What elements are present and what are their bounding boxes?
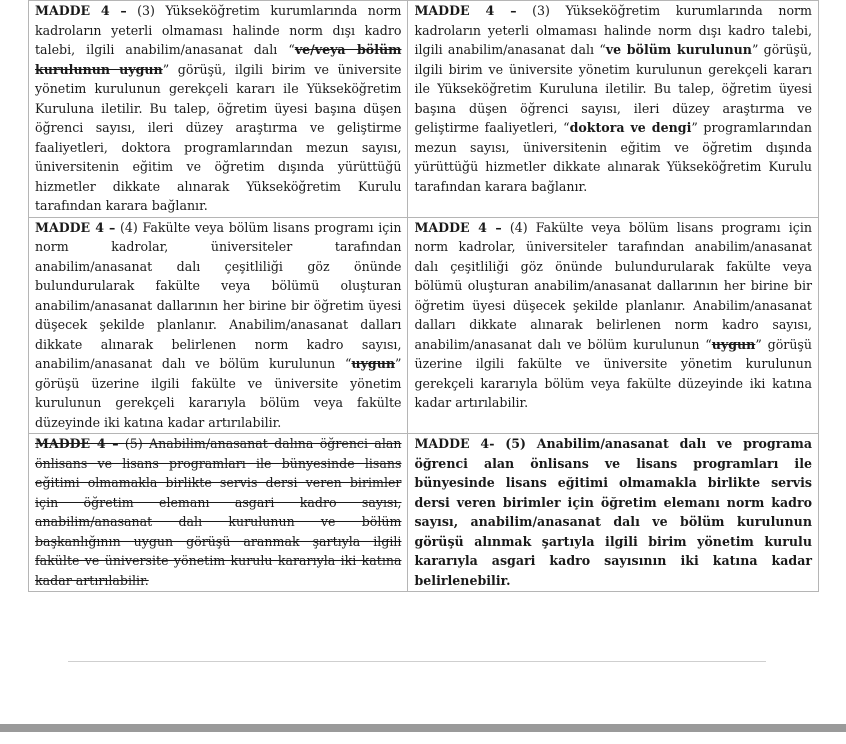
deleted-text: uygun xyxy=(351,356,396,371)
paragraph-text: ” görüşü üzerine ilgili fakülte ve üniversite yönetim kurulunun gerekçeli kararıyla bölüm veya fakülte düzeyinde iki katına kadar artırılabilir. xyxy=(414,336,812,410)
table-row xyxy=(29,1,819,218)
table-row xyxy=(29,434,819,592)
paragraph-text: ” görüşü üzerine ilgili fakülte ve üniversite yönetim kurulunun gerekçeli kararıyla bölüm veya fakülte düzeyinde iki katına kadar artırılabilir. xyxy=(35,356,402,430)
old-text-cell xyxy=(29,217,408,434)
deleted-paragraph: (5) Anabilim/anasanat dalına öğrenci alan önlisans ve lisans programları ile bünyesinde lisans eğitimi olmamakla birlikte servis dersi veren birimler için öğretim elemanı asgari kadro sayısı, anabilim/anasanat dalı kurulunun ve bölüm başkanlığının uygun görüşü aranmak şartıyla ilgili fakülte ve üniversite yönetim kurulu kararıyla iki katına kadar artırılabilir. xyxy=(35,436,402,588)
paragraph-text: (4) Fakülte veya bölüm lisans programı için norm kadrolar, üniversiteler tarafından anabilim/anasanat dalı çeşitliliği göz önünde bulundurularak fakülte veya bölümü oluşturan anabilim/anasanat dallarının her birine bir öğretim üyesi düşecek şekilde planlanır. Anabilim/anasanat dalları dikkate alınarak belirlenen norm kadro sayısı, anabilim/anasanat dalı ve bölüm kurulunun “ xyxy=(35,219,402,371)
paragraph-text: (3) Yükseköğretim kurumlarında norm kadroların yeterli olmaması halinde norm dışı kadro talebi, ilgili anabilim/anasanat dalı “ xyxy=(35,3,402,57)
new-text-cell xyxy=(408,217,819,434)
divider-line xyxy=(68,661,766,662)
article-heading: MADDE 4- xyxy=(414,436,495,451)
paragraph-text: ” görüşü, ilgili birim ve üniversite yönetim kurulunun gerekçeli kararı ile Yükseköğretim Kuruluna iletilir. Bu talep, öğretim üyesi başına düşen öğrenci sayısı, ileri düzey araştırma ve geliştirme faaliyetleri, doktora programlarından mezun sayısı, üniversitenin eğitim ve öğretim dışında yürüttüğü hizmetler dikkate alınarak Yükseköğretim Kurulu tarafından karara bağlanır. xyxy=(35,61,402,213)
paragraph-text: (4) Fakülte veya bölüm lisans programı için norm kadrolar, üniversiteler tarafından anabilim/anasanat dalı çeşitliliği göz önünde bulundurularak fakülte veya bölümü oluşturan anabilim/anasanat dallarının her birine bir öğretim üyesi düşecek şekilde planlanır. Anabilim/anasanat dalları dikkate alınarak belirlenen norm kadro sayısı, anabilim/anasanat dalı ve bölüm kurulunun “ xyxy=(414,219,812,352)
table-row xyxy=(29,217,819,434)
comparison-table xyxy=(28,0,819,592)
deleted-text: ve/veya bölüm kurulunun uygun xyxy=(35,42,402,77)
new-text-cell xyxy=(408,1,819,218)
added-text: doktora ve dengi xyxy=(569,120,692,135)
page-bottom-bar xyxy=(0,724,846,732)
paragraph-text: (3) Yükseköğretim kurumlarında norm kadroların yeterli olmaması halinde norm dışı kadro talebi, ilgili anabilim/anasanat dalı “ xyxy=(414,3,812,57)
added-paragraph: (5) Anabilim/anasanat dalı ve programa öğrenci alan önlisans ve lisans programları ile bünyesinde lisans eğitimi olmamakla birlikte servis dersi veren birimler için öğretim elemanı norm kadro sayısı, anabilim/anasanat dalı ve bölüm kurulunun görüşü alınmak şartıyla ilgili birim yönetim kurulu kararıyla asgari kadro sayısının iki katına kadar belirlenebilir. xyxy=(414,436,812,588)
article-heading: MADDE 4 – xyxy=(35,219,116,235)
old-text-cell xyxy=(29,434,408,592)
article-heading: MADDE 4 – xyxy=(35,3,127,18)
deleted-text: uygun xyxy=(711,336,756,352)
new-text-cell xyxy=(408,434,819,592)
added-text: ve bölüm kurulunun xyxy=(605,42,752,57)
old-text-cell xyxy=(29,1,408,218)
article-heading: MADDE 4 – xyxy=(414,3,517,18)
article-heading: MADDE 4 – xyxy=(35,436,119,451)
paragraph-text: ” programlarından mezun sayısı, üniversitenin eğitim ve öğretim dışında yürüttüğü hizmetler dikkate alınarak Yükseköğretim Kurulu tarafından karara bağlanır. xyxy=(414,120,813,194)
article-heading: MADDE 4 – xyxy=(414,219,502,235)
paragraph-text: ” görüşü, ilgili birim ve üniversite yönetim kurulunun gerekçeli kararı ile Yükseköğretim Kuruluna iletilir. Bu talep, öğretim üyesi başına düşen öğrenci sayısı, ileri düzey araştırma ve geliştirme faaliyetleri, “ xyxy=(414,42,813,135)
